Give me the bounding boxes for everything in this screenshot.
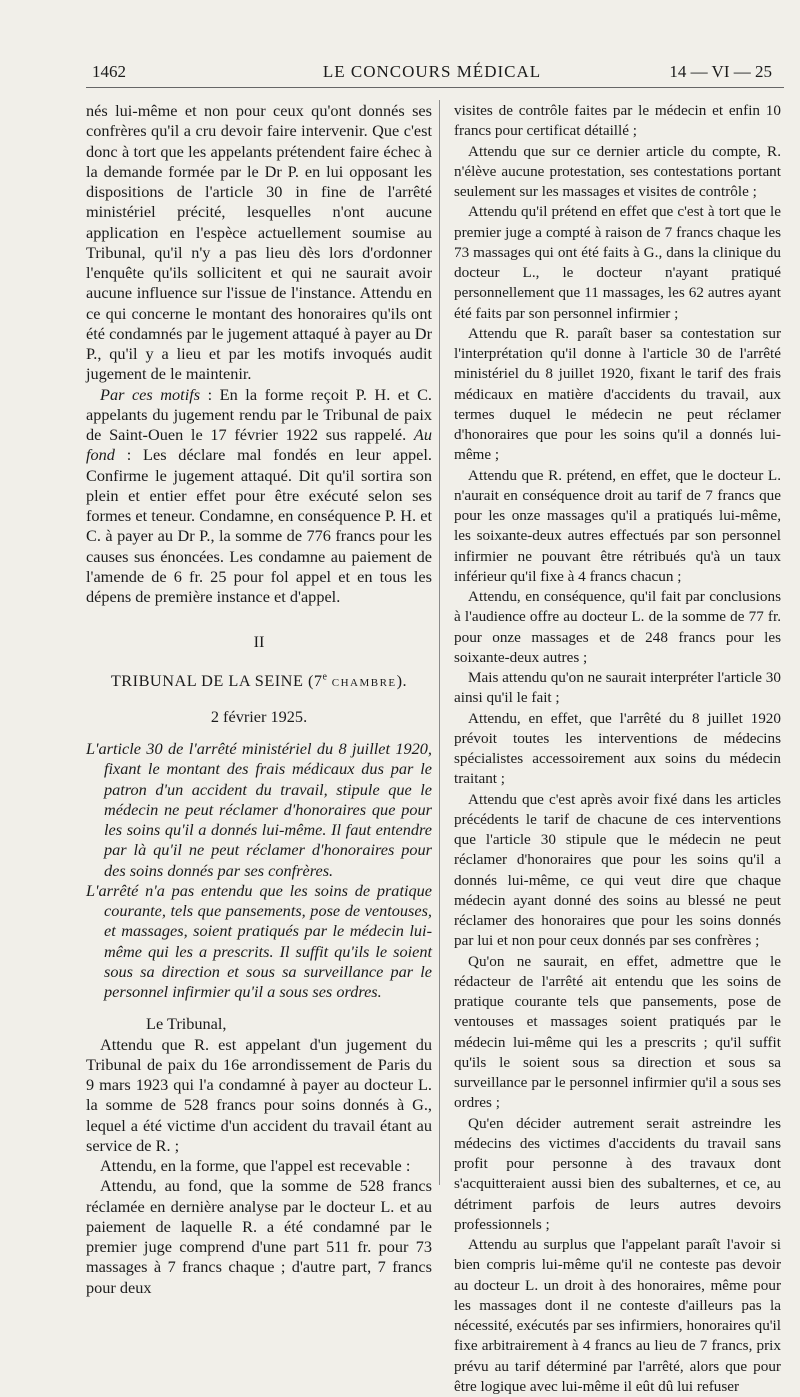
paragraph: Attendu, en la forme, que l'appel est recevable : bbox=[100, 1156, 411, 1175]
paragraph: Attendu, en effet, que l'arrêté du 8 juillet 1920 prévoit toutes les interventions de médecins spécialistes accessoirement aux soins du médecin traitant ; bbox=[454, 709, 781, 788]
paragraph: nés lui-même et non pour ceux qu'ont donnés ses confrères qu'il a cru devoir faire intervenir. Que c'est donc à tort que les appelants prétendent faire échec à la demande formée par le Dr P. en lui opposant les dispositions de l'article 30 in fine de l'arrêté ministériel précité, lesquelles n'ont aucune application en l'espèce actuellement soumise au Tribunal, qu'il n'y a pas lieu dès lors d'ordonner l'enquête qu'ils sollicitent et qui ne saurait avoir aucune influence sur l'issue de l'instance. Attendu en ce qui concerne le montant des honoraires qu'ils ont été condamnés par le jugement attaqué à payer au Dr P., qu'il y a lieu et par les motifs invoqués audit jugement de le maintenir. bbox=[86, 101, 432, 384]
paragraph: Attendu que c'est après avoir fixé dans les articles précédents le tarif de chacune de ces interventions que l'article 30 stipule que le médecin ne peut réclamer d'honoraires que pour les soins qu'il a donnés lui-même, ce qui veut dire que chaque médecin ayant donné des soins au blessé ne peut réclamer des honoraires que pour les soins donnés par lui et non pour ceux donnés par ses confrères ; bbox=[454, 790, 781, 950]
court-heading bbox=[86, 671, 432, 693]
paragraph: Attendu que R. prétend, en effet, que le docteur L. n'aurait en conséquence droit au tarif de 7 francs que pour les onze massages qu'il a pratiqués lui-même, les soixante-deux autres effectués par son personnel infirmier ne pouvant être rétribués qu'à un taux inférieur qu'il fixe à 4 francs chacun ; bbox=[454, 466, 781, 585]
paragraph: Mais attendu qu'on ne saurait interpréter l'article 30 ainsi qu'il le fait ; bbox=[454, 669, 781, 707]
paragraph: Qu'en décider autrement serait astreindre les médecins des victimes d'accidents du travail sans profit pour personne à des travaux dont s'acquitteraient aussi bien des subalternes, et ce, au détriment parfois de leurs autres devoirs professionnels ; bbox=[454, 1114, 781, 1233]
paragraph: Attendu, en conséquence, qu'il fait par conclusions à l'audience offre au docteur L. de la somme de 77 fr. pour onze massages et de 248 francs pour les soixante-deux autres ; bbox=[454, 588, 781, 666]
court-sup: e bbox=[322, 671, 328, 683]
paragraph: Attendu que sur ce dernier article du compte, R. n'élève aucune protestation, ses contestations portant seulement sur les massages et visites de contrôle ; bbox=[454, 142, 781, 200]
paragraph: visites de contrôle faites par le médecin et enfin 10 francs pour certificat détaillé ; bbox=[454, 102, 781, 140]
column-divider bbox=[439, 100, 440, 1185]
court-close: ). bbox=[396, 670, 408, 690]
paragraph: Attendu, au fond, que la somme de 528 francs réclamée en dernière analyse par le docteur L. et au paiement de laquelle R. a été condamné par le premier juge comprend d'une part 511 fr. pour 73 massages à 7 francs chaque ; d'autre part, 7 francs pour deux bbox=[86, 1176, 432, 1297]
case-summary bbox=[86, 739, 432, 1002]
au-fond: Au fond bbox=[86, 425, 432, 465]
left-column bbox=[86, 101, 432, 1298]
paragraph bbox=[86, 385, 432, 608]
paragraph-text: : En la forme reçoit P. H. et C. appelants du jugement rendu par le Tribunal de paix de Saint-Ouen le 17 février 1922 sus rappelé. bbox=[86, 384, 433, 444]
header-rule bbox=[86, 87, 784, 88]
court-name: TRIBUNAL DE LA SEINE (7 bbox=[110, 670, 323, 690]
summary-paragraph: L'arrêté n'a pas entendu que les soins de pratique courante, tels que pansements, pose de ventouses, et massages, soient pratiqués par le médecin lui-même qui les a prescrits. Il suffit qu'ils le soient sous sa direction et sous sa surveillance par le personnel infirmier qu'il a sous ses ordres. bbox=[86, 880, 432, 1001]
summary-paragraph: L'article 30 de l'arrêté ministériel du 8 juillet 1920, fixant le montant des frais médicaux dus par le patron d'un accident du travail, stipule que le médecin ne peut réclamer d'honoraires que pour les soins qu'il a donnés lui-même. Il faut entendre par là qu'il ne peut réclamer d'honoraires pour des soins donnés par ses confrères. bbox=[86, 739, 432, 880]
page-header bbox=[92, 58, 772, 84]
paragraph: Attendu qu'il prétend en effet que c'est à tort que le premier juge a compté à raison de 7 francs chaque les 73 massages qui ont été faits à G., dans la clinique du docteur L., le docteur n'ayant pratiqué personnellement que 11 massages, les 62 autres ayant été faits par son personnel infirmier ; bbox=[454, 203, 781, 322]
court-chamber: CHAMBRE bbox=[327, 676, 397, 689]
issue-date: 14 — VI — 25 bbox=[669, 62, 772, 81]
right-column bbox=[454, 101, 781, 1397]
paragraph: Attendu au surplus que l'appelant paraît l'avoir si bien compris lui-même qu'il ne conteste pas devoir au docteur L. un droit à des honoraires, même pour les massages dont il ne conteste d'ailleurs pas la nécessité, exécutés par ses infirmiers, honoraires qu'il fixe arbitrairement à 4 francs au lieu de 7 francs, prix prévu au tarif déterminé par l'arrêté, alors que pour être logique avec lui-même il eût dû lui refuser bbox=[454, 1236, 781, 1395]
section-number: II bbox=[253, 632, 265, 652]
judgment-date: 2 février 1925. bbox=[210, 706, 308, 726]
paragraph: Qu'on ne saurait, en effet, admettre que le rédacteur de l'arrêté ait entendu que les soins de pratique courante tels que pansements, pose de ventouses et massages soient pratiqués par le médecin lui-même qui les a prescrits ; qu'il suffit qu'ils le soient sous sa direction et sous sa surveillance par le personnel infirmier qu'il a sous ses ordres ; bbox=[454, 952, 781, 1112]
page-number: 1462 bbox=[92, 62, 126, 81]
paragraph: Attendu que R. paraît baser sa contestation sur l'interprétation qu'il donne à l'article 30 de l'arrêté ministériel du 8 juillet 1920, fixant le tarif des frais médicaux en matière d'accidents du travail, aux termes duquel le médecin ne peut réclamer d'honoraires que pour les soins qu'il a donnés lui-même ; bbox=[454, 324, 781, 464]
tribunal-heading: Le Tribunal, bbox=[146, 1014, 227, 1034]
par-ces-motifs: Par ces motifs bbox=[100, 384, 201, 404]
paragraph-text: : Les déclare mal fondés en leur appel. Confirme le jugement attaqué. Dit qu'il sortira son plein et entier effet pour être exécuté selon ses formes et teneur. Condamne, en conséquence P. H. et C. à payer au Dr P., la somme de 776 francs pour les causes sus énoncées. Les condamne au paiement de l'amende de 6 fr. 25 pour fol appel et en tous les dépens de première instance et d'appel. bbox=[86, 445, 432, 606]
journal-title: LE CONCOURS MÉDICAL bbox=[322, 62, 542, 81]
paragraph: Attendu que R. est appelant d'un jugement du Tribunal de paix du 16e arrondissement de Paris du 9 mars 1923 qui l'a condamné à payer au docteur L. la somme de 528 francs pour soins donnés à G., lequel a été victime d'un accident du travail étant au service de R. ; bbox=[86, 1034, 432, 1155]
